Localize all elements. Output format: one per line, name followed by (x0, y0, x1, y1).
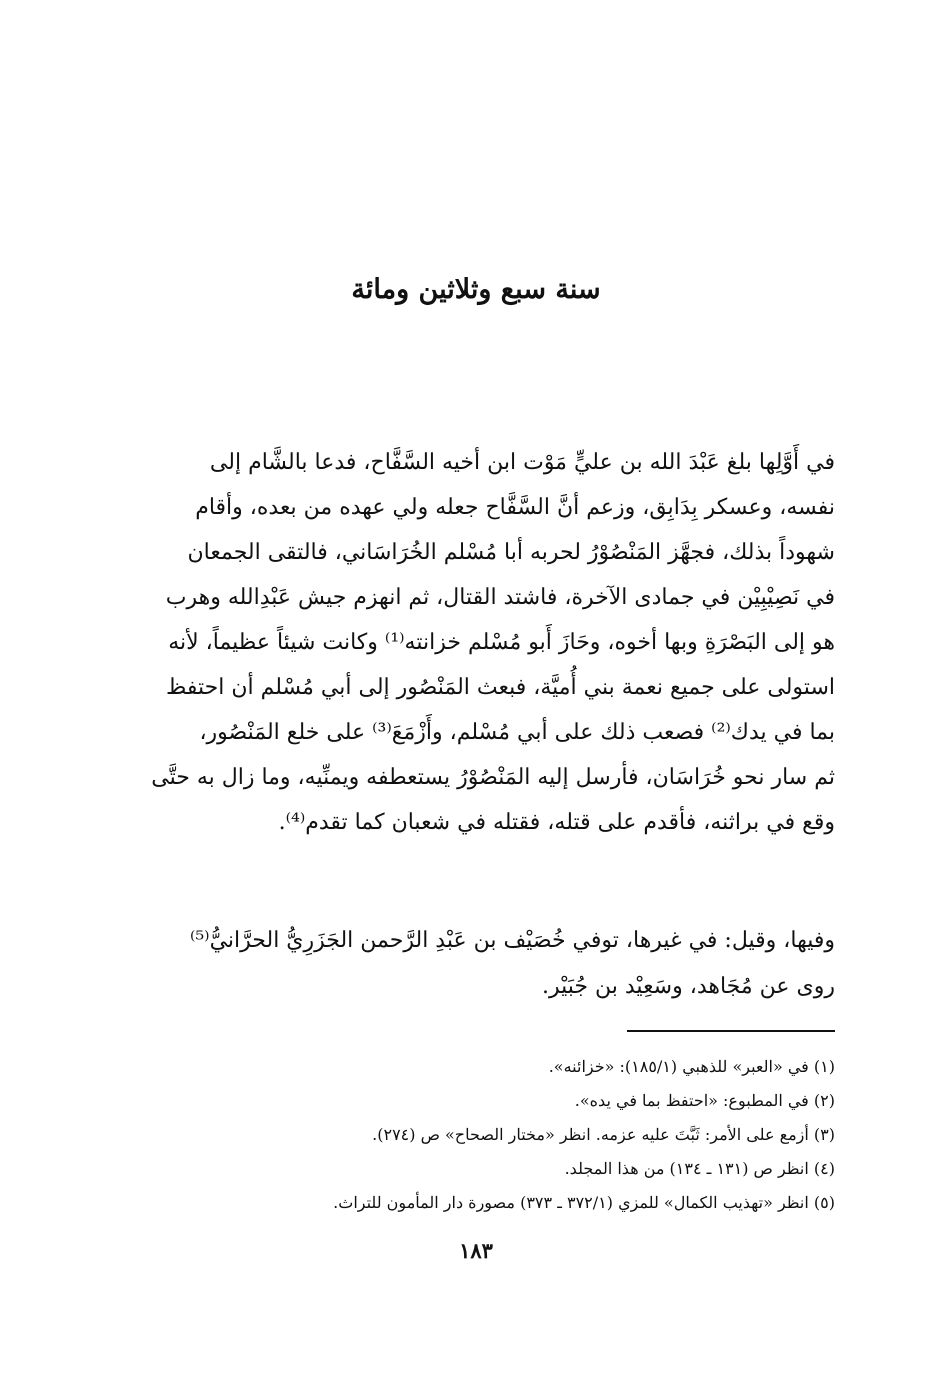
footnote-5: (٥) انظر «تهذيب الكمال» للمزي (٣٧٢/١ ـ ٣٧٣) مصورة دار المأمون للتراث. (333, 1193, 835, 1212)
main-paragraph (115, 440, 835, 845)
footnote-divider (627, 1030, 835, 1032)
paragraph-line: نفسه، وعسكر بِدَابِق، وزعم أنَّ السَّفَّاح جعله ولي عهده من بعده، وأقام (195, 495, 835, 520)
footnote-2: (٢) في المطبوع: «احتفظ بما في يده». (574, 1091, 835, 1110)
paragraph-line: ثم سار نحو خُرَاسَان، فأرسل إليه المَنْصُوْرُ يستعطفه ويمنِّيه، وما زال به حتَّى (151, 765, 835, 790)
second-paragraph (115, 918, 835, 1010)
footnote-3: (٣) أزمع على الأمر: ثَبَّتَ عليه عزمه. انظر «مختار الصحاح» ص (٢٧٤). (372, 1125, 835, 1144)
paragraph-line: وقع في براثنه، فأقدم على قتله، فقتله في شعبان كما تقدم⁽⁴⁾. (278, 810, 835, 835)
page-number: ١٨٣ (459, 1238, 493, 1263)
paragraph-line: في أَوَّلِها بلغ عَبْدَ الله بن عليٍّ مَوْت ابن أخيه السَّفَّاح، فدعا بالشَّام إلى (209, 450, 835, 475)
paragraph-line: وفيها، وقيل: في غيرها، توفي خُصَيْف بن عَبْدِ الرَّحمن الجَزَرِيُّ الحرَّانيُّ⁽⁵⁾ (189, 928, 835, 953)
footnote-1: (١) في «العبر» للذهبي (١٨٥/١): «خزائنه». (548, 1057, 835, 1076)
page-title: سنة سبع وثلاثين ومائة (351, 274, 601, 305)
paragraph-line: شهوداً بذلك، فجهَّز المَنْصُوْرُ لحربه أبا مُسْلم الخُرَاسَاني، فالتقى الجمعان (187, 540, 835, 565)
paragraph-line: في نَصِيْبِيْن في جمادى الآخرة، فاشتد القتال، ثم انهزم جيش عَبْدِالله وهرب (165, 585, 835, 610)
paragraph-line: هو إلى البَصْرَةِ وبها أخوه، وحَازَ أَبو مُسْلم خزانته⁽¹⁾ وكانت شيئاً عظيماً، لأنه (168, 630, 835, 655)
paragraph-line: بما في يدك⁽²⁾ فصعب ذلك على أبي مُسْلم، وأَزْمَعَ⁽³⁾ على خلع المَنْصُور، (199, 720, 835, 745)
footnotes (115, 1050, 835, 1220)
paragraph-line: استولى على جميع نعمة بني أُميَّة، فبعث المَنْصُور إلى أبي مُسْلم أن احتفظ (165, 675, 835, 700)
paragraph-line: روى عن مُجَاهد، وسَعِيْد بن جُبَيْر. (542, 974, 835, 999)
footnote-4: (٤) انظر ص (١٣١ ـ ١٣٤) من هذا المجلد. (564, 1159, 835, 1178)
